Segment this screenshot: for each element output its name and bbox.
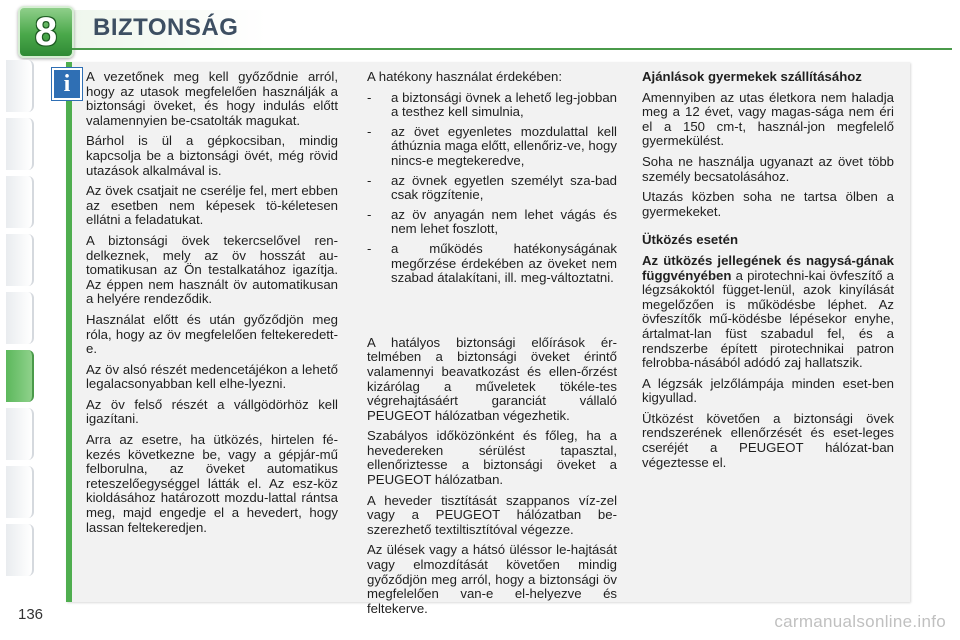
- page-number: 136: [18, 606, 44, 623]
- chapter-tab-strip: [0, 60, 40, 580]
- chapter-tab[interactable]: [6, 524, 34, 576]
- list-item: - az öv anyagán nem lehet vágás és nem lehet foszlott,: [367, 208, 617, 237]
- text-column-1: [86, 70, 338, 541]
- section-heading-collision: Ütközés esetén: [642, 232, 739, 248]
- list-item: - a működés hatékonyságának megőrzése érdekében az öveket nem szabad átalakítani, ill. meg-változtatni.: [367, 242, 617, 286]
- chapter-tab[interactable]: [6, 234, 34, 286]
- paragraph: Bárhol is ül a gépkocsiban, mindig kapcsolja be a biztonsági övét, még rövid utazások alkalmával is.: [86, 133, 338, 178]
- paragraph: Az övek csatjait ne cserélje fel, mert ebben az esetben nem képesek tö-kéletesen ellátni a feladatukat.: [86, 183, 338, 228]
- chapter-badge: [18, 6, 74, 58]
- info-icon-glyph: i: [63, 70, 71, 97]
- chapter-tab[interactable]: [6, 60, 34, 112]
- paragraph: Használat előtt és után győződjön meg róla, hogy az öv megfelelően feltekeredett-e.: [86, 311, 338, 357]
- list-item: - a biztonsági övnek a lehető leg-jobban a testhez kell simulnia,: [367, 91, 617, 120]
- paragraph: Soha ne használja ugyanazt az övet több személy becsatolásához.: [642, 153, 894, 184]
- list-intro: A hatékony használat érdekében:: [367, 69, 563, 84]
- paragraph: Ütközést követően a biztonsági övek rendszerének ellenőrzését és eset-leges cseréjét a PEUGEOT hálózat-ban végeztesse el.: [642, 410, 894, 470]
- list-item: - az övnek egyetlen személyt sza-bad csak rögzítenie,: [367, 174, 617, 203]
- paragraph: A heveder tisztítását szappanos víz-zel vagy a PEUGEOT hálózatban be-szerezhető textiltisztítóval végezze.: [367, 492, 617, 537]
- watermark: carmanualsonline.info: [774, 612, 946, 631]
- paragraph-pretensioner: [642, 254, 894, 371]
- pretensioner-text: a pirotechni-kai övfeszítő a légzsákoktól függet-lenül, azok kinyílását megelőzően is működésbe léphet. Az övfeszítők mű-ködésbe lépésekor enyhe, ártalmat-lan füst szabadul fel, és a rendszerbe épített pirotechnikai patron felrobba-násából adódó zaj hallatszik.: [642, 267, 894, 371]
- chapter-tab[interactable]: [6, 292, 34, 344]
- chapter-tab[interactable]: [6, 176, 34, 228]
- pretensioner-bold-lead: Az ütközés jellegének és nagysá-gának függvényében: [642, 252, 894, 283]
- list-item: - az övet egyenletes mozdulattal kell áthúznia maga előtt, ellenőriz-ve, hogy nincs-e megtekeredve,: [367, 125, 617, 169]
- paragraph: Az ülések vagy a hátsó üléssor le-hajtását vagy elmozdítását követően mindig győződjön meg arról, hogy a biztonsági öv megfelelően van-e el-helyezve és feltekerve.: [367, 542, 617, 616]
- chapter-tab[interactable]: [6, 118, 34, 170]
- paragraph: Arra az esetre, ha ütközés, hirtelen fé-kezés következne be, vagy a gépjár-mű felborulna, az öveket automatikus reteszelőegységgel látták el. Az esz-köz kioldásához határozott mozdu-lattal rántsa meg, majd engedje el a hevedert, hogy lassan feltekeredjen.: [86, 432, 338, 535]
- paragraph: A biztonsági övek tekercselővel ren-delkeznek, mely az öv hosszát au-tomatikusan az Ön testalkatához igazítja. Az éppen nem használt öv automatikusan a helyére rendeződik.: [86, 232, 338, 307]
- info-icon: [52, 68, 82, 100]
- header-divider: [72, 48, 952, 50]
- chapter-number: 8: [34, 9, 58, 54]
- paragraph: Amennyiben az utas életkora nem haladja meg a 12 évet, vagy magas-sága nem éri el a 150 cm-t, használ-jon megfelelő gyermekülést.: [642, 89, 894, 149]
- page-title: BIZTONSÁG: [93, 14, 239, 41]
- paragraph: A vezetőnek meg kell győződnie arról, hogy az utasok megfelelően használják a biztonsági öveket, és hogy indulás előtt valamennyien be-csatolták magukat.: [86, 69, 338, 128]
- paragraph: Utazás közben soha ne tartsa ölben a gyermekeket.: [642, 189, 894, 219]
- paragraph: Az öv alsó részét medencetájékon a lehető legalacsonyabban kell elhe-lyezni.: [86, 361, 338, 392]
- text-column-2: [367, 70, 617, 622]
- paragraph: A hatályos biztonsági előírások ér-telmében a biztonsági öveket érintő valamennyi beavatkozást és ellen-őrzést kizárólag a műveletek tökéle-tes végrehajtásáért garanciát vállaló PEUGEOT hálózatban végezhetik.: [367, 334, 617, 423]
- paragraph: A légzsák jelzőlámpája minden eset-ben kigyullad.: [642, 375, 894, 406]
- spacer: [367, 292, 617, 336]
- text-column-3: [642, 70, 894, 476]
- paragraph: Az öv felső részét a vállgödörhöz kell igazítani.: [86, 396, 338, 427]
- chapter-tab-active[interactable]: [6, 350, 34, 402]
- paragraph: Szabályos időközönként és főleg, ha a hevedereken sérülést tapasztal, ellenőriztesse a biztonsági öveket a PEUGEOT hálózatban.: [367, 428, 617, 488]
- chapter-tab[interactable]: [6, 408, 34, 460]
- usage-list: [367, 91, 617, 286]
- chapter-tab[interactable]: [6, 466, 34, 518]
- section-heading-children: Ajánlások gyermekek szállításához: [642, 69, 862, 84]
